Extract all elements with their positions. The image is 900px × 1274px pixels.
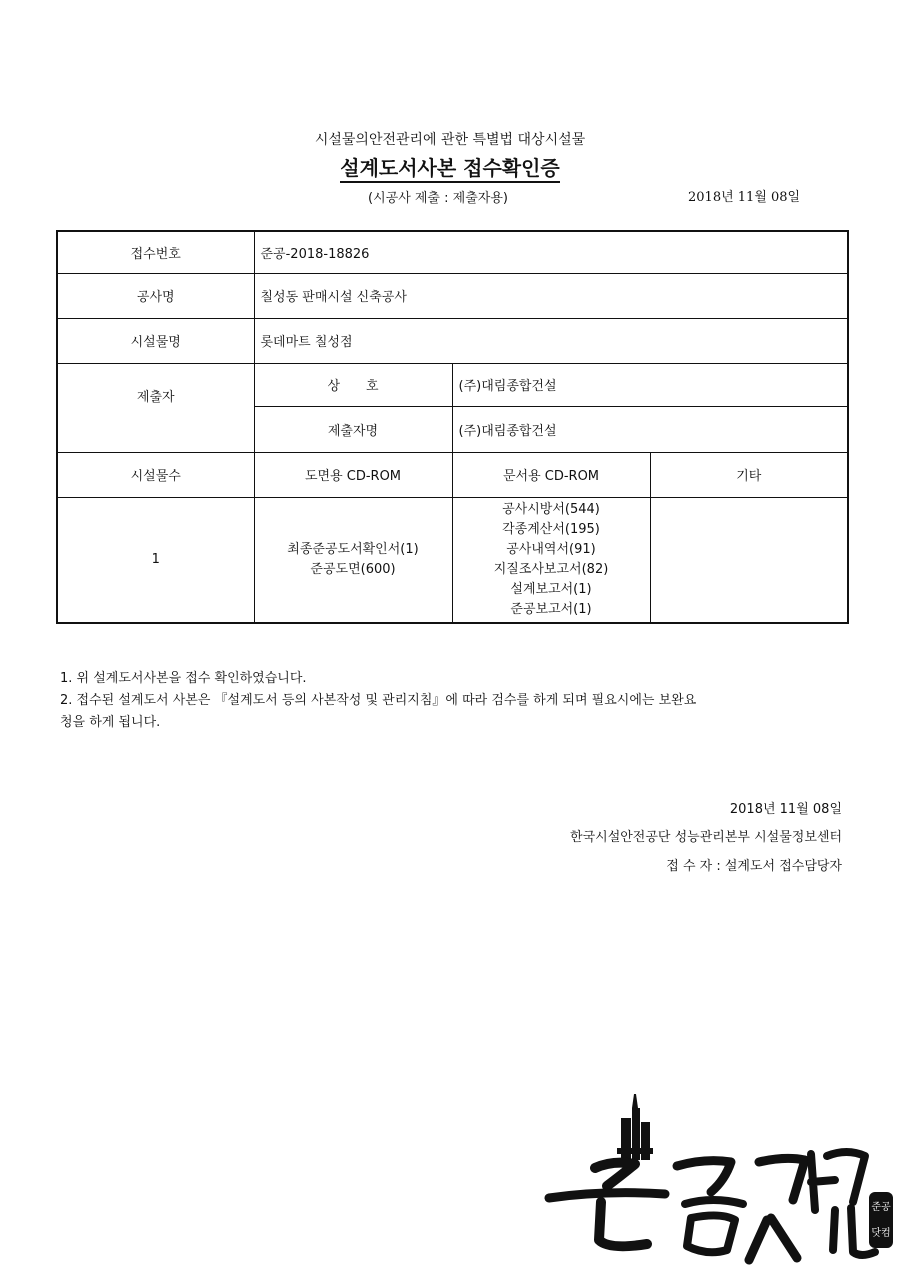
document-cd-label: 문서용 CD-ROM [452, 452, 650, 497]
table-row-facility-name [57, 318, 848, 363]
project-name-label: 공사명 [57, 273, 254, 318]
table-row-contents [57, 497, 848, 623]
drawing-item: 준공도면(600) [310, 561, 396, 577]
submitter-label: 제출자 [57, 363, 254, 452]
logo-seal [869, 1192, 893, 1248]
building-icon [617, 1094, 653, 1160]
drawing-items-cell [254, 497, 452, 623]
table-row-receipt-no [57, 231, 848, 273]
svg-text:준공: 준공 [871, 1202, 891, 1213]
facility-count-value: 1 [57, 497, 254, 623]
table-row-project-name [57, 273, 848, 318]
note-line-3: 청을 하게 됩니다. [60, 715, 161, 730]
other-label: 기타 [650, 452, 848, 497]
document-subtitle: 시설물의안전관리에 관한 특별법 대상시설물 [314, 132, 586, 148]
table-row-column-headers [57, 452, 848, 497]
document-item: 지질조사보고서(82) [493, 561, 609, 577]
drawing-cd-label: 도면용 CD-ROM [254, 452, 452, 497]
receipt-table [56, 230, 849, 624]
document-item: 준공보고서(1) [510, 601, 592, 617]
document-item: 각종계산서(195) [502, 521, 600, 537]
submitter-name-label: 제출자명 [254, 406, 452, 452]
note-line-1: 1. 위 설계도서사본을 접수 확인하였습니다. [60, 671, 307, 686]
footer-organization: 한국시설안전공단 성능관리본부 시설물정보센터 [570, 830, 842, 845]
document-title [0, 152, 900, 181]
other-value [650, 497, 848, 623]
note-line-2: 2. 접수된 설계도서 사본은 『설계도서 등의 사본작성 및 관리지침』에 따라 검수를 하게 되며 필요시에는 보완요 [60, 693, 697, 708]
facility-name-label: 시설물명 [57, 318, 254, 363]
company-label: 상 호 [254, 363, 452, 406]
submission-note: (시공사 제출 : 제출자용) [368, 191, 508, 206]
footer-date: 2018년 11월 08일 [729, 802, 842, 817]
brand-logo [535, 1090, 895, 1270]
facility-name-value: 롯데마트 칠성점 [254, 318, 848, 363]
document-item: 설계보고서(1) [510, 581, 592, 597]
notes [60, 668, 840, 734]
document-item: 공사내역서(91) [506, 541, 596, 557]
svg-text:닷컴: 닷컴 [871, 1228, 891, 1239]
drawing-item: 최종준공도서확인서(1) [287, 541, 419, 557]
document-items-cell [452, 497, 650, 623]
facility-count-label: 시설물수 [57, 452, 254, 497]
document-title-text: 설계도서사본 접수확인증 [340, 156, 559, 183]
company-value: (주)대림종합건설 [452, 363, 848, 406]
submitter-name-value: (주)대림종합건설 [452, 406, 848, 452]
receipt-no-value: 준공-2018-18826 [254, 231, 848, 273]
footer-receiver: 접 수 자 : 설계도서 접수담당자 [666, 859, 842, 874]
header-date: 2018년 11월 08일 [688, 190, 801, 205]
receipt-no-label: 접수번호 [57, 231, 254, 273]
project-name-value: 칠성동 판매시설 신축공사 [254, 273, 848, 318]
document-item: 공사시방서(544) [502, 501, 600, 517]
table-row-company [57, 363, 848, 406]
